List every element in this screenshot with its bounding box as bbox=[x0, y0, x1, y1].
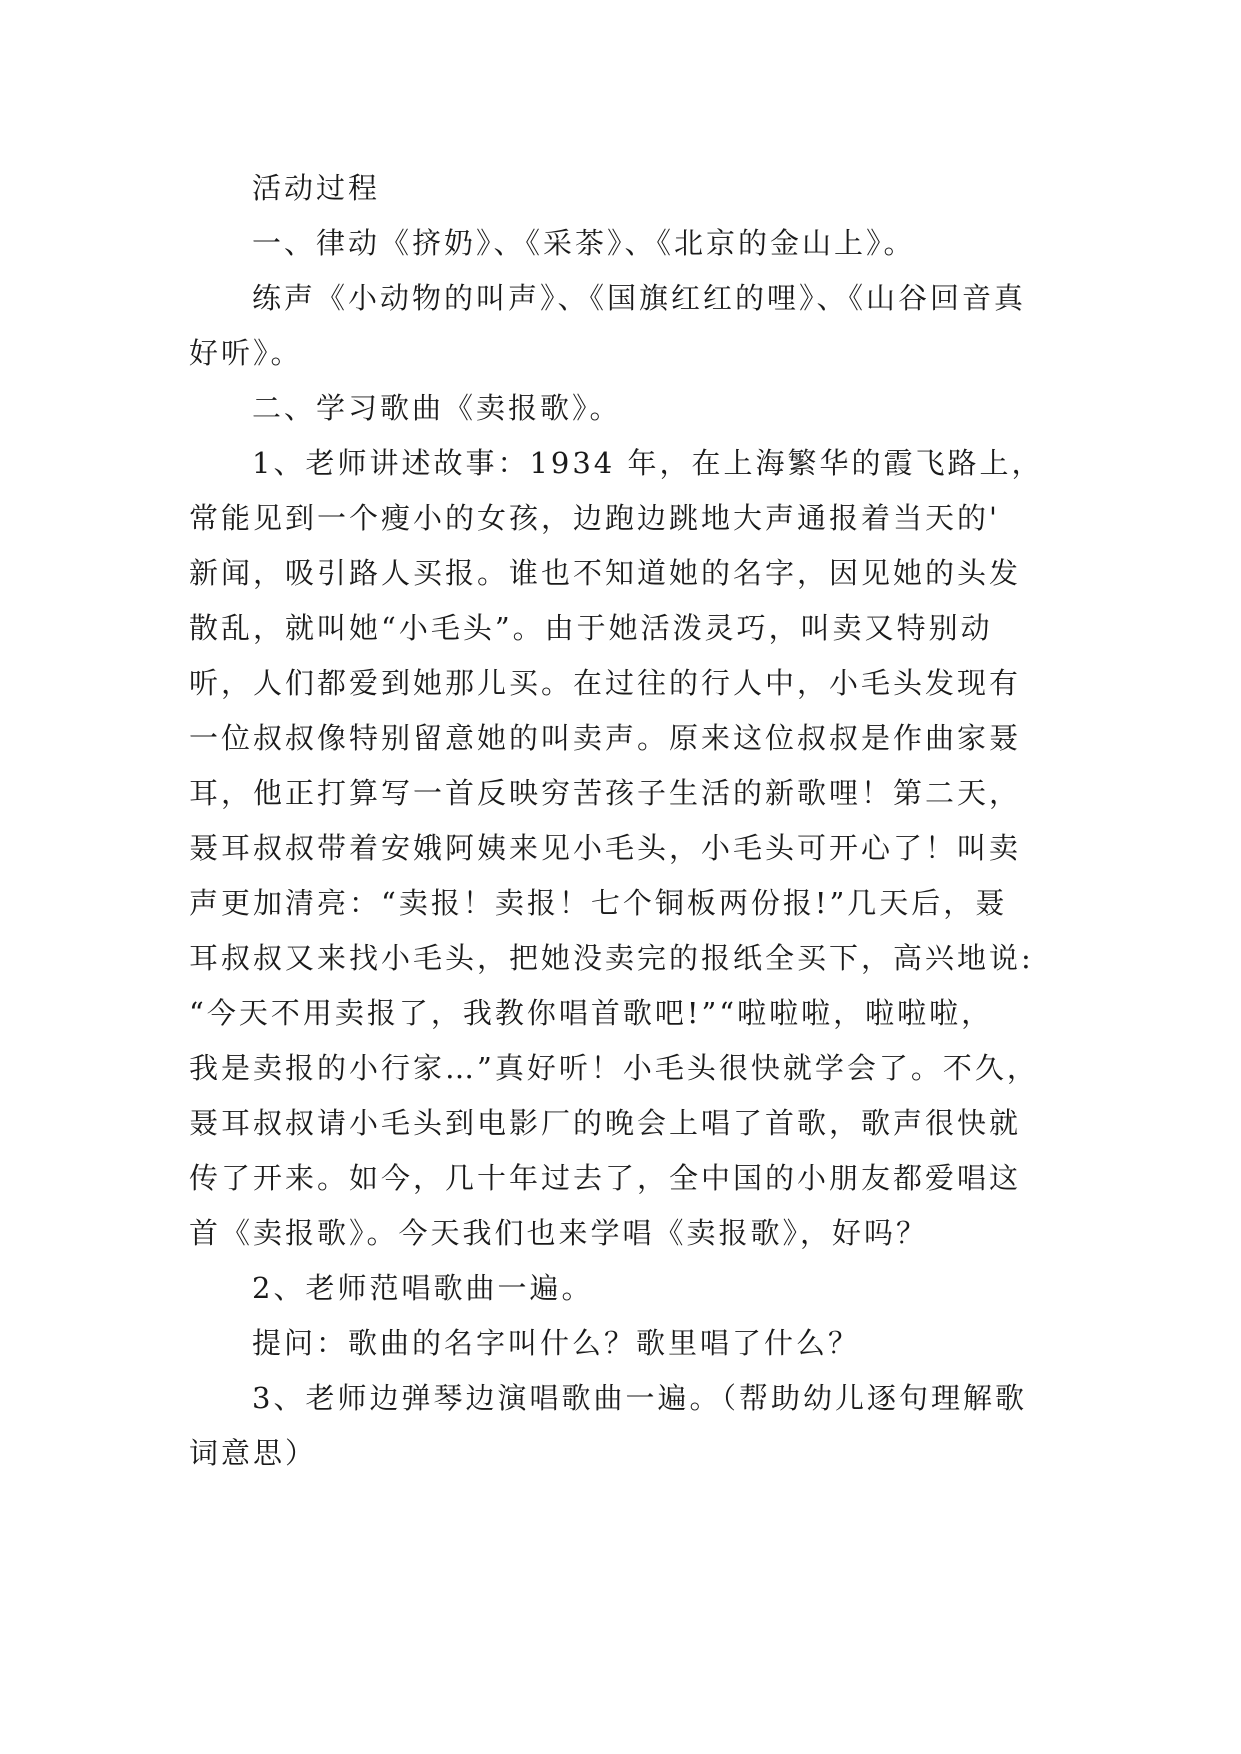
paragraph-piano-line-1: 3、老师边弹琴边演唱歌曲一遍。（帮助幼儿逐句理解歌 bbox=[252, 1381, 1027, 1415]
story-line: 1、老师讲述故事：1934 年，在上海繁华的霞飞路上， bbox=[252, 446, 1044, 480]
story-line: 传了开来。如今，几十年过去了，全中国的小朋友都爱唱这 bbox=[189, 1161, 1022, 1195]
paragraph-learn-song: 二、学习歌曲《卖报歌》。 bbox=[252, 391, 622, 425]
story-line: 新闻，吸引路人买报。谁也不知道她的名字，因见她的头发 bbox=[189, 556, 1022, 590]
paragraph-vocal-line-1: 练声《小动物的叫声》、《国旗红红的哩》、《山谷回音真 bbox=[252, 281, 1027, 315]
paragraph-vocal-line-2: 好听》。 bbox=[189, 336, 303, 370]
story-line: 耳叔叔又来找小毛头，把她没卖完的报纸全买下，高兴地说: bbox=[189, 941, 1034, 975]
paragraph-teacher-sings: 2、老师范唱歌曲一遍。 bbox=[252, 1271, 594, 1305]
story-line: 我是卖报的小行家…”真好听！小毛头很快就学会了。不久， bbox=[189, 1051, 1039, 1085]
story-line: 听，人们都爱到她那儿买。在过往的行人中，小毛头发现有 bbox=[189, 666, 1022, 700]
story-line: 散乱，就叫她“小毛头”。由于她活泼灵巧，叫卖又特别动 bbox=[189, 611, 993, 645]
paragraph-rhythm: 一、律动《挤奶》、《采茶》、《北京的金山上》。 bbox=[252, 226, 916, 260]
story-line: 聂耳叔叔请小毛头到电影厂的晚会上唱了首歌，歌声很快就 bbox=[189, 1106, 1022, 1140]
paragraph-question: 提问：歌曲的名字叫什么？歌里唱了什么？ bbox=[252, 1326, 861, 1360]
story-line: 聂耳叔叔带着安娥阿姨来见小毛头，小毛头可开心了！叫卖 bbox=[189, 831, 1022, 865]
story-line: “今天不用卖报了，我教你唱首歌吧!”“啦啦啦，啦啦啦， bbox=[189, 996, 994, 1030]
story-line: 首《卖报歌》。今天我们也来学唱《卖报歌》，好吗？ bbox=[189, 1216, 929, 1250]
story-line: 一位叔叔像特别留意她的叫卖声。原来这位叔叔是作曲家聂 bbox=[189, 721, 1022, 755]
story-line: 常能见到一个瘦小的女孩，边跑边跳地大声通报着当天的' bbox=[189, 501, 1000, 535]
story-line: 耳，他正打算写一首反映穷苦孩子生活的新歌哩！第二天， bbox=[189, 776, 1022, 810]
paragraph-piano-line-2: 词意思） bbox=[189, 1436, 318, 1470]
story-line: 声更加清亮：“卖报！卖报！七个铜板两份报!”几天后，聂 bbox=[189, 886, 1008, 920]
section-heading: 活动过程 bbox=[252, 171, 381, 205]
